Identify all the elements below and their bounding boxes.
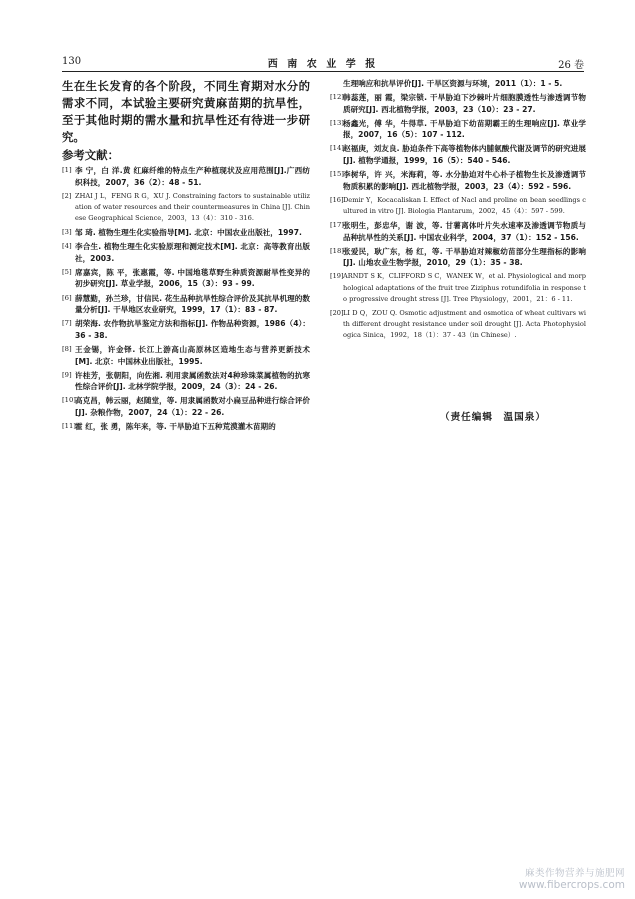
reference-number: [3]: [62, 228, 72, 237]
reference-entry: [330, 143, 586, 166]
reference-entry: [330, 220, 586, 243]
references-list-right: [330, 78, 586, 342]
reference-text: 韩蕊莲，丽 霞，梁宗锁. 干旱胁迫下沙棘叶片细胞膜透性与渗透调节物质研究[J]. 西北植物学报，2003，23（10）：23 - 27.: [343, 93, 586, 114]
reference-text: 杨鑫光，傅 华，牛得草. 干旱胁迫下幼苗期霸王的生理响应[J]. 草业学报，2007，16（5）：107 - 112.: [343, 118, 586, 140]
reference-text: 邹 琦. 植物生理生化实验指导[M]. 北京：中国农业出版社，1997.: [75, 228, 302, 238]
reference-number: [4]: [62, 242, 72, 251]
reference-text: 李 宁，白 洋.黄 红麻纤维的特点生产种植现状及应用范围[J].广西纺织科技，2007，36（2）：48 - 51.: [75, 166, 310, 187]
volume-label: 26 卷: [558, 60, 584, 71]
reference-entry: [330, 78, 586, 90]
page-header: [62, 54, 584, 72]
reference-number: [2]: [62, 191, 72, 200]
reference-number: [19]: [330, 272, 344, 281]
reference-number: [15]: [330, 170, 344, 179]
reference-text: 霍 红，张 勇，陈年来，等. 干旱胁迫下五种荒漠灌木苗期的: [75, 421, 276, 431]
references-heading: 参考文献：: [62, 148, 119, 162]
site-watermark: [519, 865, 625, 891]
reference-number: [7]: [62, 319, 72, 328]
reference-text: 李合生. 植物生理生化实验原理和测定技术[M]. 北京：高等教育出版社，2003.: [75, 242, 310, 263]
reference-number: [13]: [330, 118, 344, 127]
header-rule: [62, 71, 584, 72]
reference-entry: [62, 165, 310, 188]
reference-number: [5]: [62, 267, 72, 276]
reference-text: 薛慧勤，孙兰珍，甘信民. 花生品种抗旱性综合评价及其抗旱机理的数量分析[J]. 干旱地区农业研究，1999，17（1）：83 - 87.: [75, 293, 310, 315]
reference-text: LI D Q，ZOU Q. Osmotic adjustment and osmotica of wheat cultivars with different drought resistance under soil drought [J]. Acta Photophysiologica Sinica，1992，18（1）：37 - 43（in Chinese）.: [343, 308, 586, 340]
reference-number: [10]: [62, 396, 76, 405]
reference-entry: [330, 271, 586, 305]
reference-entry: [62, 293, 310, 316]
reference-number: [1]: [62, 166, 72, 174]
reference-text: 胡荣海. 农作物抗旱鉴定方法和指标[J]. 作物品种资源，1986（4）：36 - 38.: [75, 319, 310, 340]
reference-number: [17]: [330, 220, 344, 229]
reference-entry: [330, 195, 586, 218]
right-column: [330, 78, 586, 344]
reference-text: 席嘉宾，陈 平，张惠霞，等. 中国地毯草野生种质资源耐旱性变异的初步研究[J]. 草业学报，2006，15（3）：93 - 99.: [75, 267, 310, 289]
watermark-site-name: 麻类作物营养与施肥网: [524, 868, 625, 879]
reference-number: [14]: [330, 144, 344, 153]
reference-text: 赵福庚，刘友良. 胁迫条件下高等植物体内脯氨酸代谢及调节的研究进展[J]. 植物学通报，1999，16（5）：540 - 546.: [343, 144, 586, 166]
reference-text: Demir Y，Kocacaliskan I. Effect of Nacl and proline on bean seedlings cultured in vitro [J]. Biologia Plantarum，2002，45（4）：597 - 599.: [343, 195, 586, 216]
reference-number: [6]: [62, 293, 72, 302]
reference-entry: [62, 421, 310, 433]
reference-entry: [62, 267, 310, 290]
reference-text: ZHAI J L，FENG R G，XU J. Constraining factors to sustainable utilization of water resources and their countermeasures in China [J]. Chinese Geographical Science，2003，13（4）：310 - 316.: [75, 191, 310, 223]
reference-entry: [330, 169, 586, 192]
reference-text: ARNDT S K，CLIFFORD S C，WANEK W，et al. Physiological and morphological adaptations of the fruit tree Ziziphus rotundifolia in response to progressive drought stress [J]. Tree Physiology，2001，21：6 - 11.: [343, 272, 586, 303]
reference-entry: [62, 370, 310, 393]
reference-text: 高克昌，韩云丽，赵随堂，等. 用隶属函数对小扁豆品种进行综合评价[J]. 杂粮作物，2007，24（1）：22 - 26.: [75, 396, 310, 417]
reference-number: [20]: [330, 308, 344, 317]
reference-text: 张明生，彭忠华，谢 波，等. 甘薯离体叶片失水速率及渗透调节物质与品种抗旱性的关系[J]. 中国农业科学，2004，37（1）：152 - 156.: [343, 220, 586, 242]
reference-entry: [62, 241, 310, 264]
reference-number: [11]: [62, 421, 76, 430]
watermark-url: www.fibercrops.com: [518, 879, 625, 891]
reference-text: 李树华，许 兴，米海莉，等. 水分胁迫对牛心朴子植物生长及渗透调节物质积累的影响[J]. 西北植物学报，2003，23（4）：592 - 596.: [343, 170, 586, 191]
reference-entry: [330, 308, 586, 342]
reference-number: [8]: [62, 344, 72, 353]
left-column: [62, 78, 310, 435]
references-list-left: [62, 165, 310, 433]
reference-text: 王金锡，许金铎. 长江上游高山高原林区造地生态与营养更新技术[M]. 北京：中国林业出版社，1995.: [75, 344, 310, 366]
reference-number: [18]: [330, 246, 344, 255]
body-paragraph: 生在生长发育的各个阶段，不同生育期对水分的需求不同，本试验主要研究黄麻苗期的抗旱性，至于其他时期的需水量和抗旱性还有待进一步研究。: [62, 79, 310, 144]
reference-text: 张爱民，耿广东，杨 红，等. 干旱胁迫对辣椒幼苗部分生理指标的影响[J]. 山地农业生物学报，2010，29（1）：35 - 38.: [343, 246, 586, 268]
reference-number: [9]: [62, 370, 72, 379]
reference-text: 生理响应和抗旱评价[J]. 干旱区资源与环境，2011（1）：1 - 5.: [343, 79, 563, 88]
responsible-editor: （责任编辑 温国泉）: [440, 412, 546, 423]
reference-text: 许桂芳，张朝阳，向佐湘. 利用隶属函数法对4种珍珠菜属植物的抗寒性综合评价[J]. 北林学院学报，2009，24（3）：24 - 26.: [75, 370, 310, 392]
reference-entry: [62, 191, 310, 225]
reference-entry: [330, 92, 586, 115]
reference-number: [12]: [330, 93, 344, 102]
reference-entry: [62, 227, 310, 239]
reference-entry: [62, 318, 310, 341]
page-number: 130: [62, 56, 82, 67]
journal-title: 西 南 农 业 学 报: [267, 59, 379, 70]
reference-number: [16]: [330, 195, 344, 204]
reference-entry: [62, 344, 310, 367]
reference-entry: [330, 118, 586, 141]
reference-entry: [62, 395, 310, 418]
reference-entry: [330, 246, 586, 269]
